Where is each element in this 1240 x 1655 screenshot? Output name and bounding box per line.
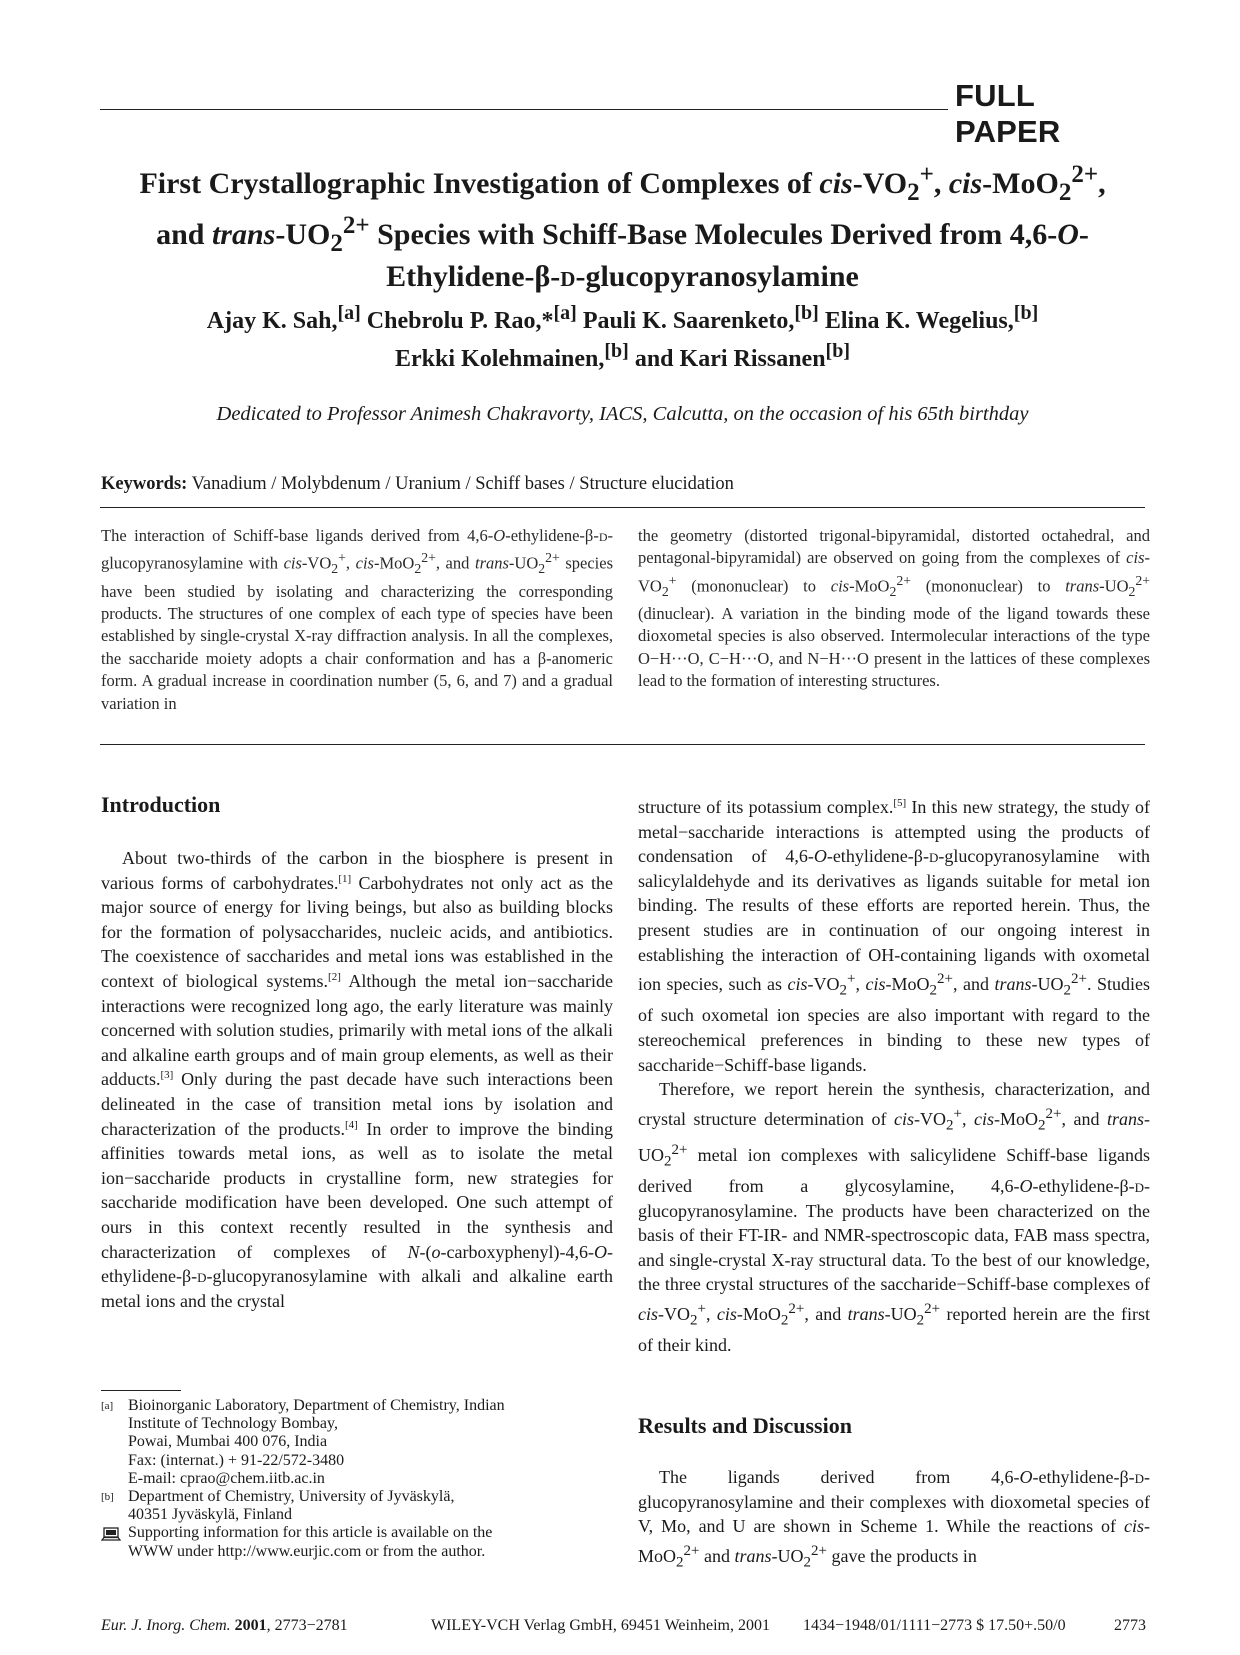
keywords-label: Keywords: — [101, 474, 188, 494]
footer-code: 1434−1948/01/1111−2773 $ 17.50+.50/0 — [803, 1617, 1066, 1634]
footnote-b-line: 40351 Jyväskylä, Finland — [128, 1506, 292, 1524]
results-paragraph: The ligands derived from 4,6-O-ethylidene-β-d-glucopyranosylamine and their complexes with dioxometal species of V, Mo, and U are shown in Scheme 1. While the reactions of cis-MoO$_2^{2+}$ and trans-$UO_2^{2+}$ gave the products in — [638, 1467, 1150, 1571]
footnote-a-line: Powai, Mumbai 400 076, India — [128, 1433, 328, 1451]
footnote-a-line: Fax: (internat.) + 91-22/572-3480 — [128, 1451, 345, 1469]
results-heading: Results and Discussion — [638, 1413, 852, 1438]
footnote-rule — [101, 1390, 181, 1391]
header-rule — [100, 109, 948, 110]
introduction-paragraph: About two-thirds of the carbon in the biosphere is present in various forms of carbohydrates.[1] Carbohydrates not only act as the major source of energy for living beings, but also as building blocks for the formation of polysaccharides, nucleic acids, and antibiotics. The coexistence of saccharides and metal ions was established in the context of biological systems.[2] Although the metal ion−saccharide interactions were recognized long ago, the early literature was mainly concerned with solution studies, primarily with metal ions of the alkali and alkaline earth groups and of main group elements, as well as their adducts.[3] Only during the past decade have such interactions been delineated in the case of transition metal ions by isolation and characterization of the products.[4] In order to improve the binding affinities towards metal ions, as well as to isolate the metal ion−saccharide products in crystalline form, new strategies for saccharide modification have been developed. One such attempt of ours in this context recently resulted in the synthesis and characterization of complexes of N-(o-carboxyphenyl)-4,6-O-ethylidene-β-d-glucopyranosylamine with alkali and alkaline earth metal ions and the crystal — [101, 848, 614, 1311]
right-column-body — [638, 795, 1150, 1358]
section-label: FULL PAPER — [955, 78, 1061, 149]
footnotes — [101, 1397, 613, 1561]
footnote-a-marker: [a] — [101, 1400, 114, 1412]
right-paragraph-2: Therefore, we report herein the synthesis, characterization, and crystal structure determination of cis-$VO_2^+$, cis-MoO$_2^{2+}$, and trans-$UO_2^{2+}$ metal ion complexes with salicylidene Schiff-base ligands derived from a glycosylamine, 4,6-O-ethylidene-β-d-glucopyranosylamine. The products have been characterized on the basis of their FT-IR- and NMR-spectroscopic data, FAB mass spectra, and single-crystal X-ray structural data. To the best of our knowledge, the three crystal structures of the saccharide−Schiff-base complexes of cis-$VO_2^+$, cis-MoO$_2^{2+}$, and trans-$UO_2^{2+}$ reported herein are the first of their kind. — [638, 1079, 1151, 1356]
introduction-body — [101, 846, 613, 1313]
abstract-top-rule — [100, 507, 1145, 508]
author-list: Ajay K. Sah,[a] Chebrolu P. Rao,*[a] Pauli K. Saarenketo,[b] Elina K. Wegelius,[b] Erkki Kolehmainen,[b] and Kari Rissanen[b] — [206, 302, 1039, 372]
footnote-a-email[interactable]: E-mail: cprao@chem.iitb.ac.in — [128, 1469, 325, 1487]
computer-icon — [101, 1527, 121, 1541]
abstract-bottom-rule — [100, 744, 1145, 745]
footnote-b-line: Department of Chemistry, University of Jyväskylä, — [128, 1488, 455, 1506]
footnote-a — [101, 1397, 613, 1488]
paper-title: First Crystallographic Investigation of Complexes of cis-$VO_2^+$, cis-MoO$_2^{2+}$, and trans-$UO_2^{2+}$ Species with Schiff-Base Molecules Derived from 4,6-O- Ethylidene-β-d-glucopyranosylamine — [139, 161, 1106, 293]
page-number: 2773 — [1114, 1617, 1146, 1634]
dedication: Dedicated to Professor Animesh Chakravorty, IACS, Calcutta, on the occasion of his 65th birthday — [216, 403, 1029, 425]
footnote-support-link[interactable]: WWW under http://www.eurjic.com or from the author. — [128, 1542, 486, 1560]
footnote-b-marker: [b] — [101, 1491, 114, 1504]
introduction-heading: Introduction — [101, 792, 221, 817]
footnote-a-line: Institute of Technology Bombay, — [128, 1415, 338, 1433]
abstract-right-column: the geometry (distorted trigonal-bipyramidal, distorted octahedral, and pentagonal-bipyramidal) are observed on going from the complexes of cis-$VO_2^+$ (mononuclear) to cis-MoO$_2^{2+}$ (mononuclear) to trans-$UO_2^{2+}$ (dinuclear). A variation in the binding mode of the ligand towards these dioxometal species is also observed. Intermolecular interactions of the type O−H···O, C−H···O, and N−H···O present in the lattices of these complexes lead to the formation of interesting structures. — [638, 526, 1150, 691]
keywords — [101, 474, 1146, 495]
footer-journal: Eur. J. Inorg. Chem. 2001, 2773−2781 — [101, 1617, 348, 1634]
results-body — [638, 1465, 1150, 1575]
footnote-b — [101, 1488, 613, 1524]
footnote-a-line: Bioinorganic Laboratory, Department of Chemistry, Indian — [128, 1397, 505, 1414]
page-footer — [101, 1617, 1146, 1639]
abstract-left-column: The interaction of Schiff-base ligands derived from 4,6-O-ethylidene-β-d-glucopyranosylamine with cis-$VO_2^+$, cis-MoO$_2^{2+}$, and trans-$UO_2^{2+}$ species have been studied by isolating and characterizing the corresponding products. The structures of one complex of each type of species have been established by single-crystal X-ray diffraction analysis. In all the complexes, the saccharide moiety adopts a chair conformation and has a β-anomeric form. A gradual increase in coordination number (5, 6, and 7) and a gradual variation in — [101, 526, 614, 713]
footnote-support-line: Supporting information for this article is available on the — [128, 1524, 493, 1542]
footnote-support — [101, 1524, 613, 1560]
keywords-text: Vanadium / Molybdenum / Uranium / Schiff bases / Structure elucidation — [191, 474, 734, 494]
right-paragraph-1: structure of its potassium complex.[5] In this new strategy, the study of metal−saccharide interactions is attempted using the products of condensation of 4,6-O-ethylidene-β-d-glucopyranosylamine with salicylaldehyde and its derivatives as ligands suitable for metal ion binding. The results of these efforts are reported herein. Thus, the present studies are in continuation of our ongoing interest in establishing the interaction of OH-containing ligands with oxometal ion species, such as cis-$VO_2^+$, cis-MoO$_2^{2+}$, and trans-$UO_2^{2+}$. Studies of such oxometal ion species are also important with regard to the stereochemical preferences in binding to these new types of saccharide−Schiff-base ligands. — [638, 797, 1150, 1075]
footer-publisher: WILEY-VCH Verlag GmbH, 69451 Weinheim, 2001 — [431, 1617, 770, 1634]
